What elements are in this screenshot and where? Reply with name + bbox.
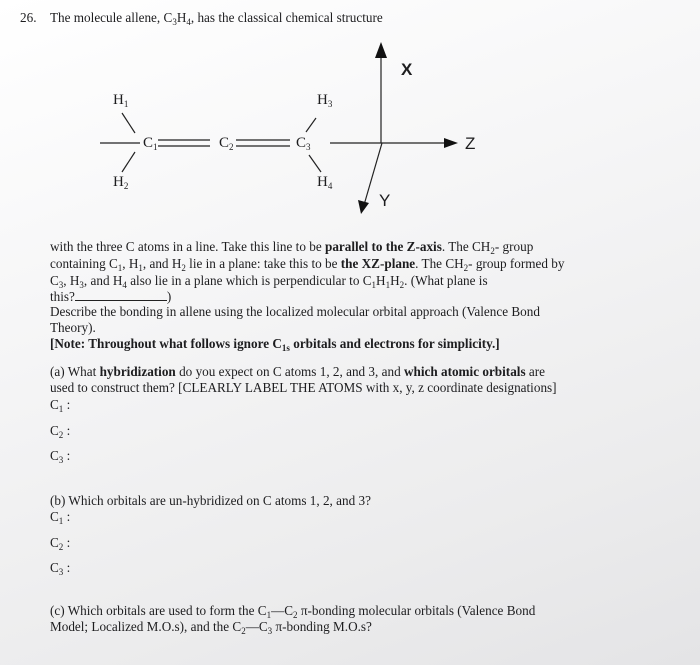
part-c-line-2: Model; Localized M.O.s), and the $C_2—C_3$ π-bonding M.O.s? [50,619,372,636]
part-a-answer-c3[interactable]: $C_3$ : [50,448,71,465]
x-axis-label: X [401,60,413,79]
part-c-line-1: (c) Which orbitals are used to form the $C_1—C_2$ π-bonding molecular orbitals (Valence Bond [50,603,536,620]
part-a-line-2: used to construct them? [CLEARLY LABEL THE ATOMS with x, y, z coordinate designations] [50,380,557,395]
question-number: 26. [20,10,37,25]
part-b-answer-c1[interactable]: $C_1$ : [50,509,71,526]
y-axis-arrow-icon [358,200,369,214]
allene-structure-diagram [0,0,700,240]
z-axis-arrow-icon [444,138,458,148]
label-h2: $H_2$ [113,174,129,191]
plane-answer-blank[interactable] [75,290,167,301]
part-a-answer-c1[interactable]: $C_1$ : [50,397,71,414]
label-h1: $H_1$ [113,92,129,109]
label-c3: $C_3$ [296,135,311,152]
label-h3: $H_3$ [317,92,333,109]
part-a-answer-c2[interactable]: $C_2$ : [50,423,71,440]
part-b-answer-c3[interactable]: $C_3$ : [50,560,71,577]
label-h4: $H_4$ [317,174,333,191]
z-axis-label: Z [465,134,476,153]
part-b-answer-c2[interactable]: $C_2$ : [50,535,71,552]
question-title: The molecule allene, $C_3H_4$, has the classical chemical structure [50,10,383,27]
label-c2: $C_2$ [219,135,234,152]
part-a-line-1: (a) What hybridization do you expect on C atoms 1, 2, and 3, and which atomic orbitals are [50,364,545,379]
x-axis-arrow-icon [375,42,387,58]
intro-line-3: $C_3$, $H_3$, and $H_4$ also lie in a plane which is perpendicular to $C_1H_1H_2$. (What plane is [50,273,488,290]
intro-line-4: this? ) [50,289,172,304]
intro-line-2: containing $C_1$, $H_1$, and $H_2$ lie in a plane: take this to be the XZ-plane. The $CH_2-$ group formed by [50,256,565,273]
part-b-question: (b) Which orbitals are un-hybridized on C atoms 1, 2, and 3? [50,493,371,508]
intro-line-1: with the three C atoms in a line. Take this line to be parallel to the Z-axis. The $CH_2-$ group [50,239,534,256]
label-c1: $C_1$ [143,135,158,152]
note-line: [Note: Throughout what follows ignore $C_{1s}$ orbitals and electrons for simplicity.] [50,336,500,353]
intro-line-5: Describe the bonding in allene using the localized molecular orbital approach (Valence Bond [50,304,540,319]
y-axis-label: Y [379,191,391,210]
intro-line-6: Theory). [50,320,96,335]
